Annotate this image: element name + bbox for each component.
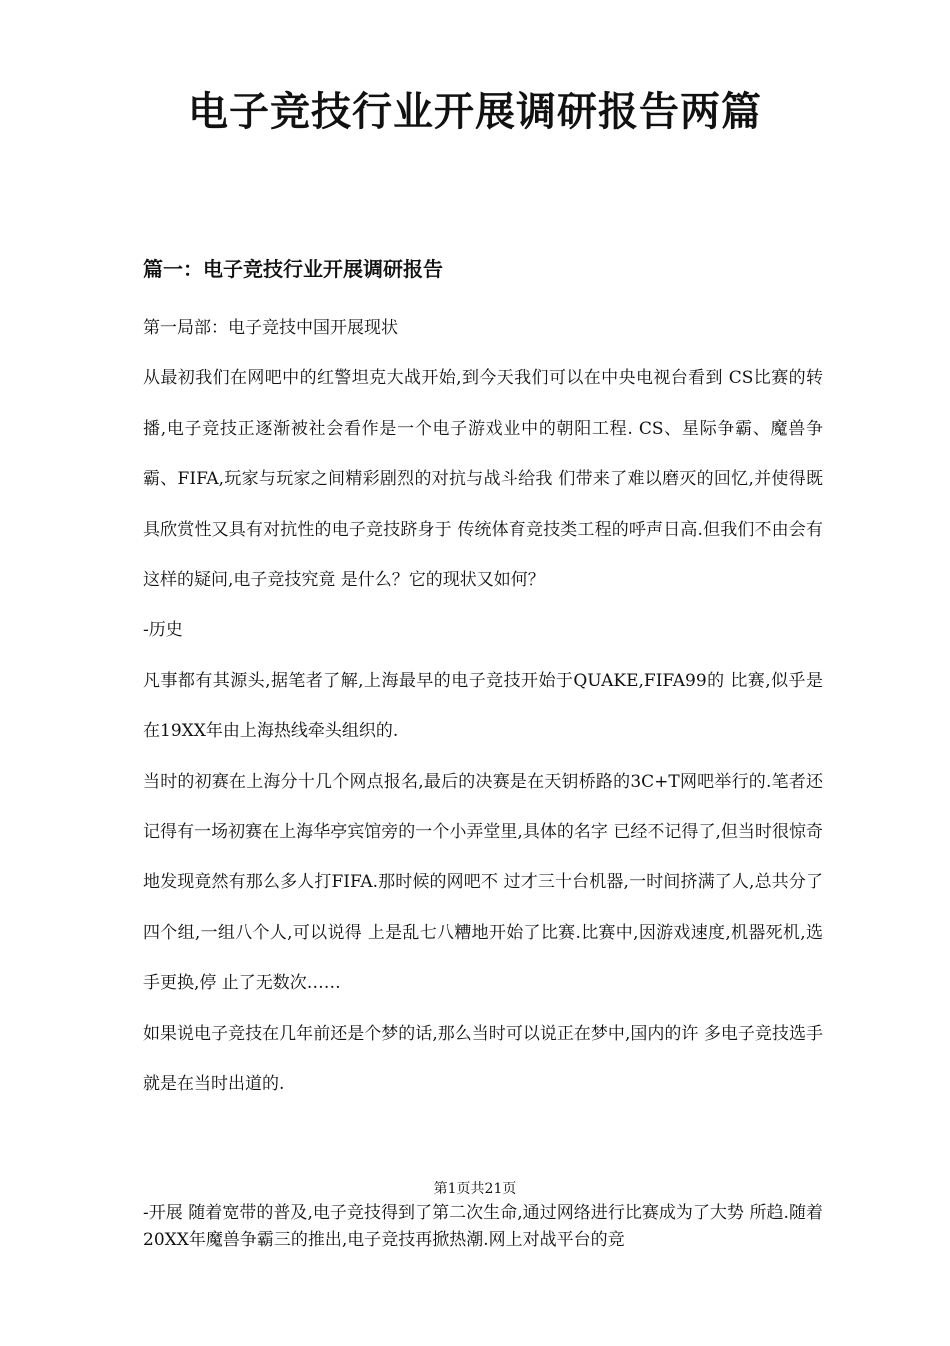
paragraph-dream: 如果说电子竞技在几年前还是个梦的话,那么当时可以说正在梦中,国内的许 多电子竞技选手就是在当时出道的. (143, 1023, 823, 1095)
section-heading: 篇一：电子竞技行业开展调研报告 (143, 257, 443, 281)
document-title: 电子竞技行业开展调研报告两篇 (188, 89, 762, 135)
page-number-footer: 第1页共21页 (433, 1181, 517, 1197)
paragraph-development: -开展 随着宽带的普及,电子竞技得到了第二次生命,通过网络进行比赛成为了大势 所趋.随着20XX年魔兽争霸三的推出,电子竞技再掀热潮.网上对战平台的竞 (143, 1203, 823, 1250)
paragraph-first-match: 当时的初赛在上海分十几个网点报名,最后的决赛是在天钥桥路的3C+T网吧举行的.笔者还记得有一场初赛在上海华亭宾馆旁的一个小弄堂里,具体的名字 已经不记得了,但当时很惊奇地发现竟然有那么多人打FIFA.那时候的网吧不 过才三十台机器,一时间挤满了人,总共分了四个组,一组八个人,可以说得 上是乱七八糟地开始了比赛.比赛中,因游戏速度,机器死机,选手更换,停 止了无数次…… (143, 771, 823, 994)
paragraph-intro: 从最初我们在网吧中的红警坦克大战开始,到今天我们可以在中央电视台看到 CS比赛的转播,电子竞技正逐渐被社会看作是一个电子游戏业中的朝阳工程. CS、星际争霸、魔兽争霸、FIFA,玩家与玩家之间精彩剧烈的对抗与战斗给我 们带来了难以磨灭的回忆,并使得既具欣赏性又具有对抗性的电子竞技跻身于 传统体育竞技类工程的呼声日高.但我们不由会有这样的疑问,电子竞技究竟 是什么？它的现状又如何？ (143, 368, 823, 591)
paragraph-origin: 凡事都有其源头,据笔者了解,上海最早的电子竞技开始于QUAKE,FIFA99的 比赛,似乎是在19XX年由上海热线牵头组织的. (143, 670, 823, 742)
document-body (143, 303, 823, 1110)
paragraph-part-one: 第一局部：电子竞技中国开展现状 (143, 318, 398, 338)
paragraph-history-heading: -历史 (143, 620, 183, 641)
